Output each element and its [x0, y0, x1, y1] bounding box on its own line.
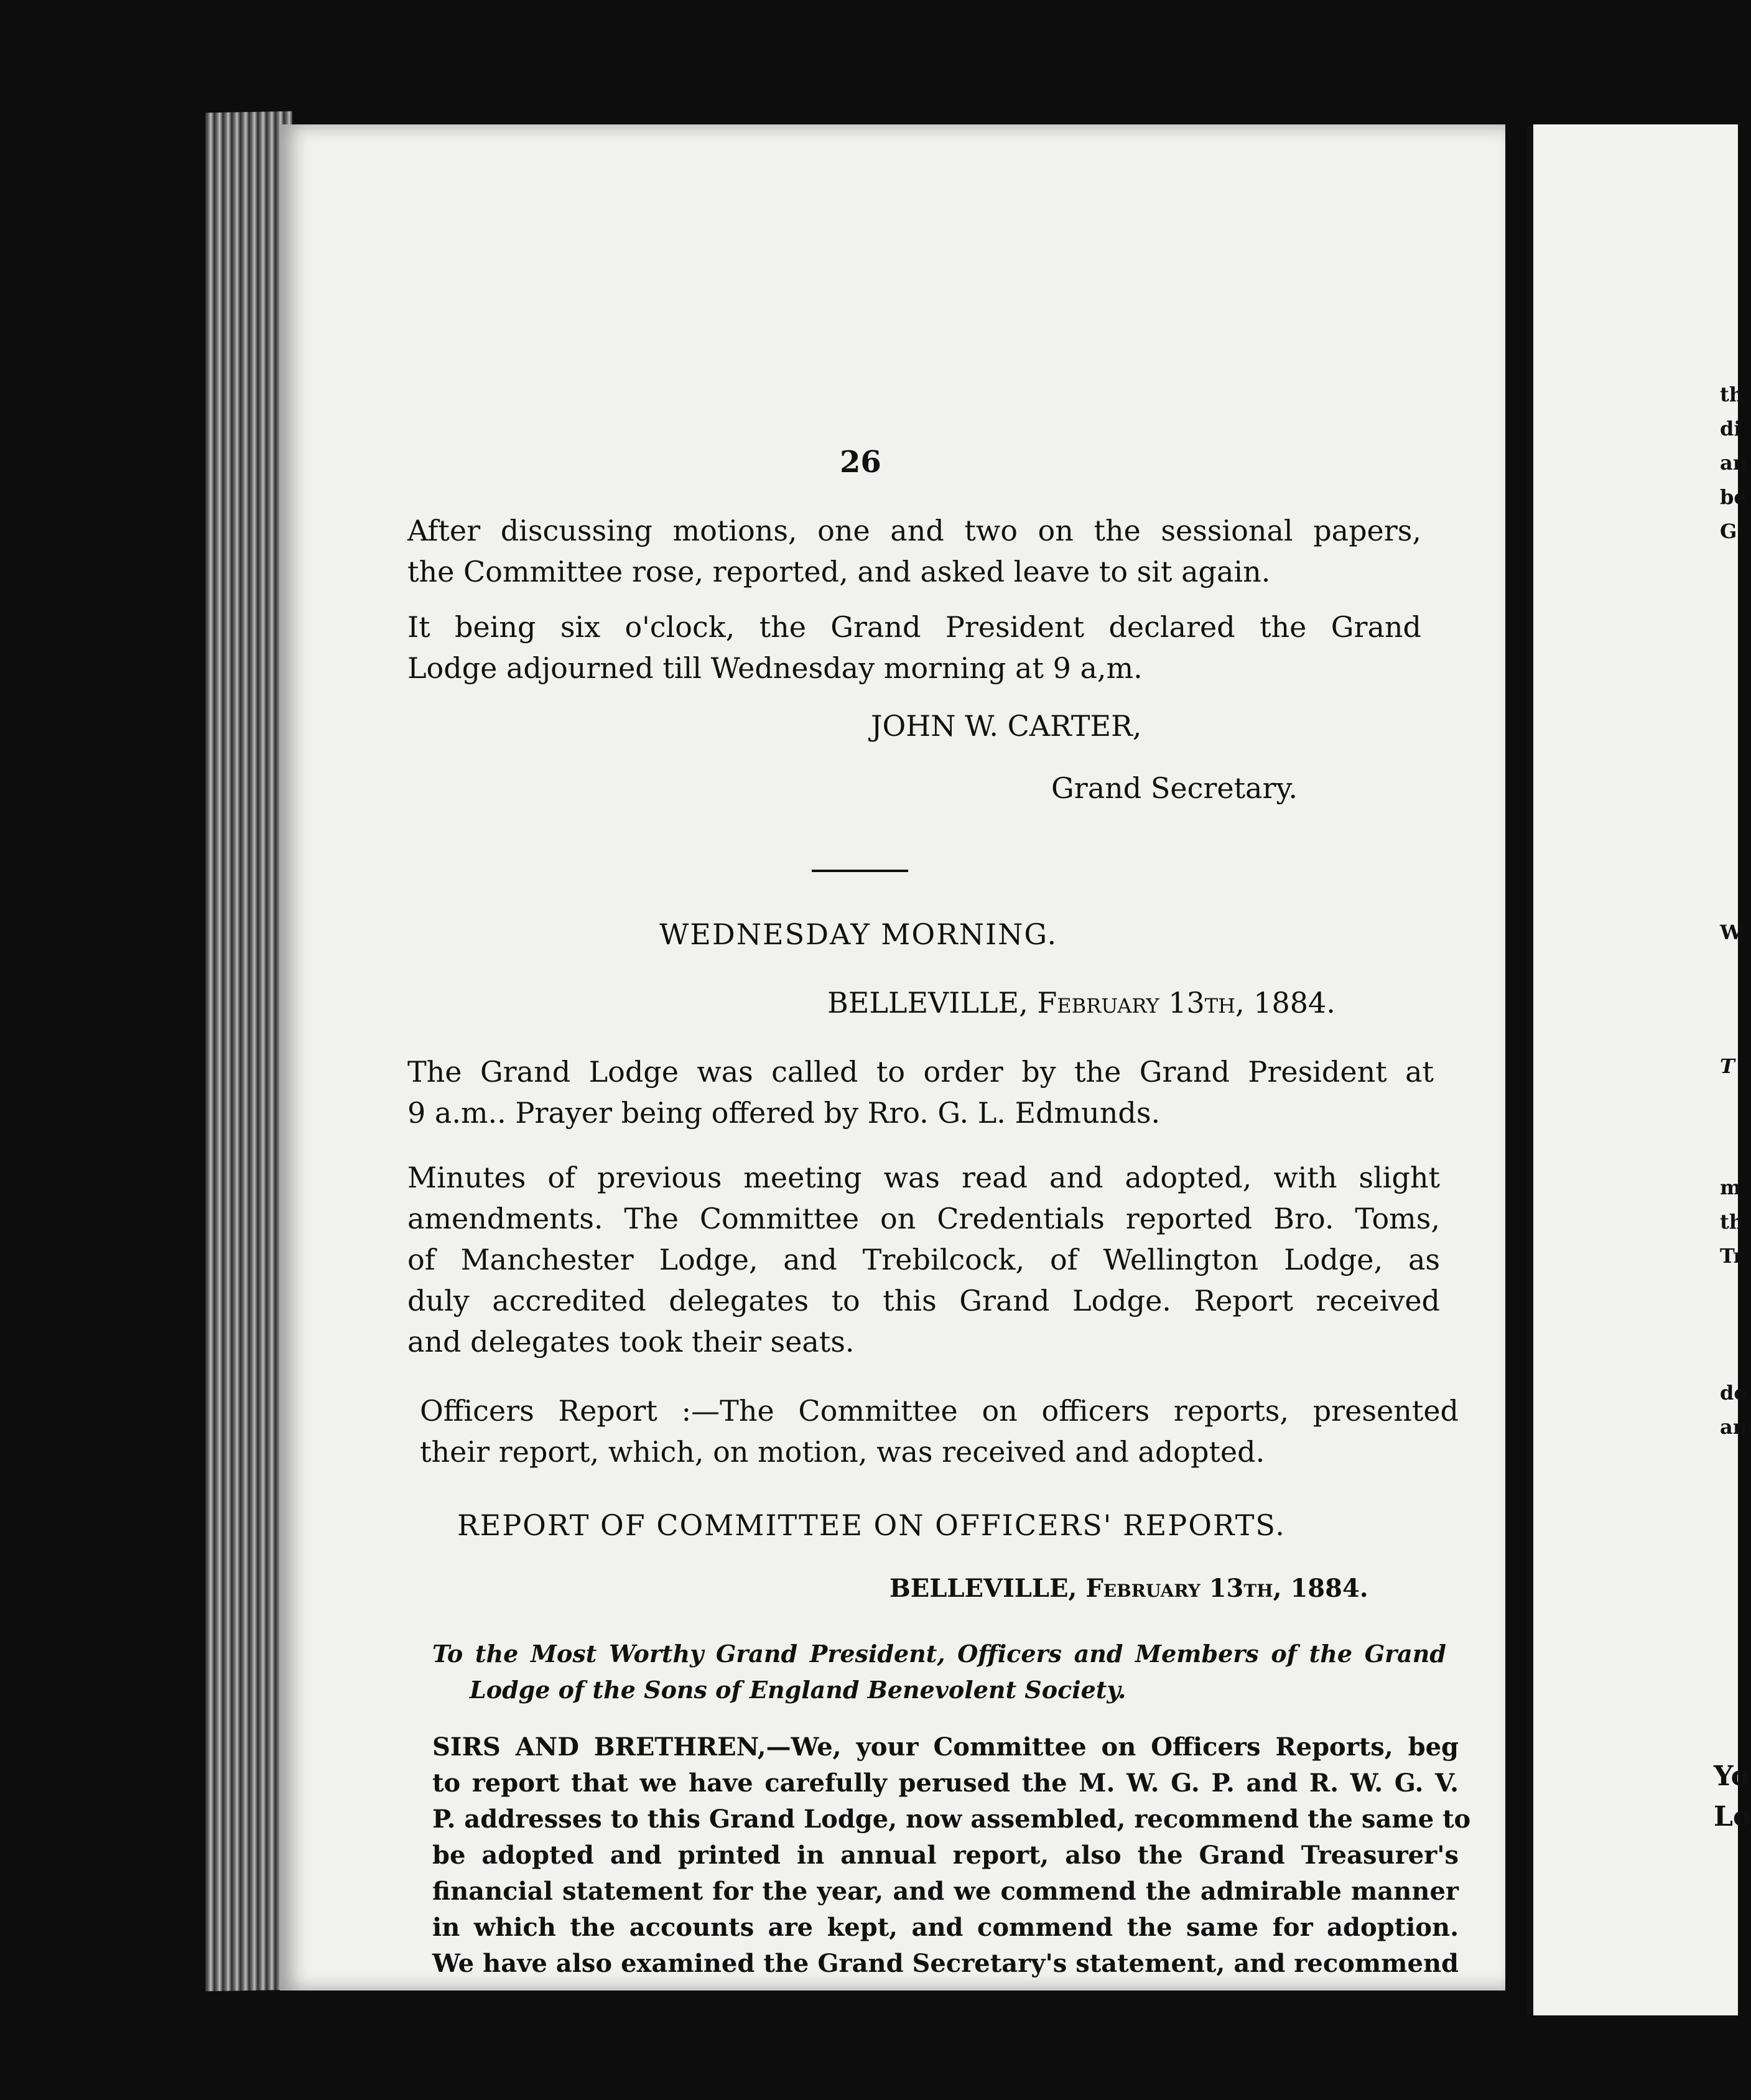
fragment: be — [1720, 485, 1747, 509]
text-line: of Manchester Lodge, and Trebilcock, of Wellington Lodge, as — [407, 1243, 1440, 1276]
fragment: an — [1720, 451, 1747, 475]
fragment: m — [1720, 1176, 1741, 1199]
fragment: do — [1720, 1381, 1747, 1405]
paragraph-4 — [407, 1157, 1440, 1362]
address-line — [432, 1636, 1446, 1708]
section-heading-report: REPORT OF COMMITTEE ON OFFICERS' REPORTS. — [457, 1508, 1286, 1542]
section-heading-wednesday: WEDNESDAY MORNING. — [659, 918, 1058, 951]
right-page — [1527, 124, 1751, 2015]
text-line: and delegates took their seats. — [407, 1325, 855, 1359]
signature-title: Grand Secretary. — [1051, 771, 1298, 805]
paragraph-3 — [407, 1051, 1434, 1133]
text-line: Officers Report :—The Committee on officers reports, presented — [420, 1394, 1459, 1428]
page-number: 26 — [840, 445, 881, 480]
dateline-1: BELLEVILLE, February 13th, 1884. — [827, 986, 1335, 1020]
text-line: be adopted and printed in annual report, also the Grand Treasurer's — [432, 1841, 1459, 1870]
text-line: After discussing motions, one and two on the sessional papers, — [407, 514, 1421, 547]
fragment: di — [1720, 417, 1742, 440]
left-page-content — [280, 124, 1505, 1991]
fragment: W — [1720, 921, 1742, 944]
text-line: their report, which, on motion, was received and adopted. — [420, 1435, 1265, 1469]
fragment: Lo — [1714, 1801, 1751, 1833]
fragment: an — [1720, 1415, 1747, 1439]
paragraph-5 — [420, 1390, 1459, 1472]
text-line: The Grand Lodge was called to order by the Grand President at — [407, 1055, 1434, 1089]
text-line: the Committee rose, reported, and asked leave to sit again. — [407, 555, 1271, 588]
book-page-edges — [205, 111, 292, 1991]
report-body — [432, 1729, 1471, 1982]
fragment: T — [1720, 1054, 1735, 1078]
signature-name: JOHN W. CARTER, — [871, 709, 1142, 743]
text-line: 9 a.m.. Prayer being offered by Rro. G. L. Edmunds. — [407, 1096, 1161, 1130]
fragment: Yo — [1714, 1760, 1749, 1792]
text-line: financial statement for the year, and we commend the admirable manner — [432, 1877, 1459, 1906]
fragment: Tr — [1720, 1244, 1744, 1268]
text-line: SIRS AND BRETHREN,—We, your Committee on Officers Reports, beg — [432, 1732, 1459, 1762]
text-line: Lodge adjourned till Wednesday morning at 9 a,m. — [407, 651, 1143, 685]
text-line: We have also examined the Grand Secretary's statement, and recommend — [432, 1949, 1459, 1978]
dateline-2: BELLEVILLE, February 13th, 1884. — [889, 1574, 1368, 1603]
text-line: It being six o'clock, the Grand President declared the Grand — [407, 610, 1421, 644]
text-line: To the Most Worthy Grand President, Officers and Members of the Grand — [432, 1640, 1446, 1668]
text-line: in which the accounts are kept, and commend the same for adoption. — [432, 1913, 1459, 1942]
left-page — [280, 124, 1505, 1991]
fragment: G — [1720, 519, 1737, 543]
text-line: Lodge of the Sons of England Benevolent Society. — [470, 1676, 1126, 1704]
fragment: th — [1720, 1210, 1744, 1234]
text-line: duly accredited delegates to this Grand Lodge. Report received — [407, 1284, 1440, 1317]
text-line: to report that we have carefully perused the M. W. G. P. and R. W. G. V. — [432, 1768, 1459, 1798]
fragment: th — [1720, 383, 1744, 406]
section-divider — [812, 870, 908, 872]
text-line: P. addresses to this Grand Lodge, now assembled, recommend the same to — [432, 1805, 1471, 1834]
text-line: Minutes of previous meeting was read and adopted, with slight — [407, 1161, 1440, 1194]
paragraph-1 — [407, 510, 1421, 592]
text-line: amendments. The Committee on Credentials reported Bro. Toms, — [407, 1202, 1440, 1235]
paragraph-2 — [407, 606, 1421, 689]
